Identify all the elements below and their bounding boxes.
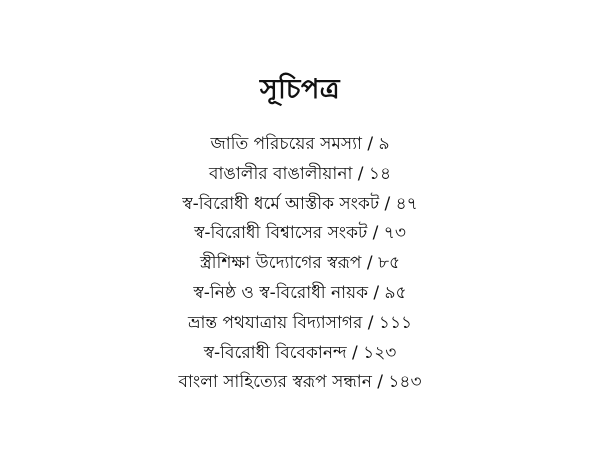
toc-entry: স্ব-বিরোধী ধর্মে আস্তীক সংকট / ৪৭	[182, 193, 418, 214]
table-of-contents	[0, 130, 600, 398]
toc-entry: স্ব-বিরোধী বিবেকানন্দ / ১২৩	[203, 342, 397, 363]
toc-entry: ভ্রান্ত পথযাত্রায় বিদ্যাসাগর / ১১১	[187, 312, 413, 333]
page-title: সূচিপত্র	[259, 74, 341, 105]
toc-entry: বাঙালীর বাঙালীয়ানা / ১৪	[208, 163, 391, 184]
toc-entry: স্ত্রীশিক্ষা উদ্যোগের স্বরূপ / ৮৫	[199, 253, 401, 274]
toc-entry: বাংলা সাহিত্যের স্বরূপ সন্ধান / ১৪৩	[178, 372, 422, 393]
toc-entry: স্ব-বিরোধী বিশ্বাসের সংকট / ৭৩	[194, 223, 406, 244]
toc-entry: স্ব-নিষ্ঠ ও স্ব-বিরোধী নায়ক / ৯৫	[193, 282, 407, 303]
toc-entry: জাতি পরিচয়ের সমস্যা / ৯	[210, 134, 390, 154]
